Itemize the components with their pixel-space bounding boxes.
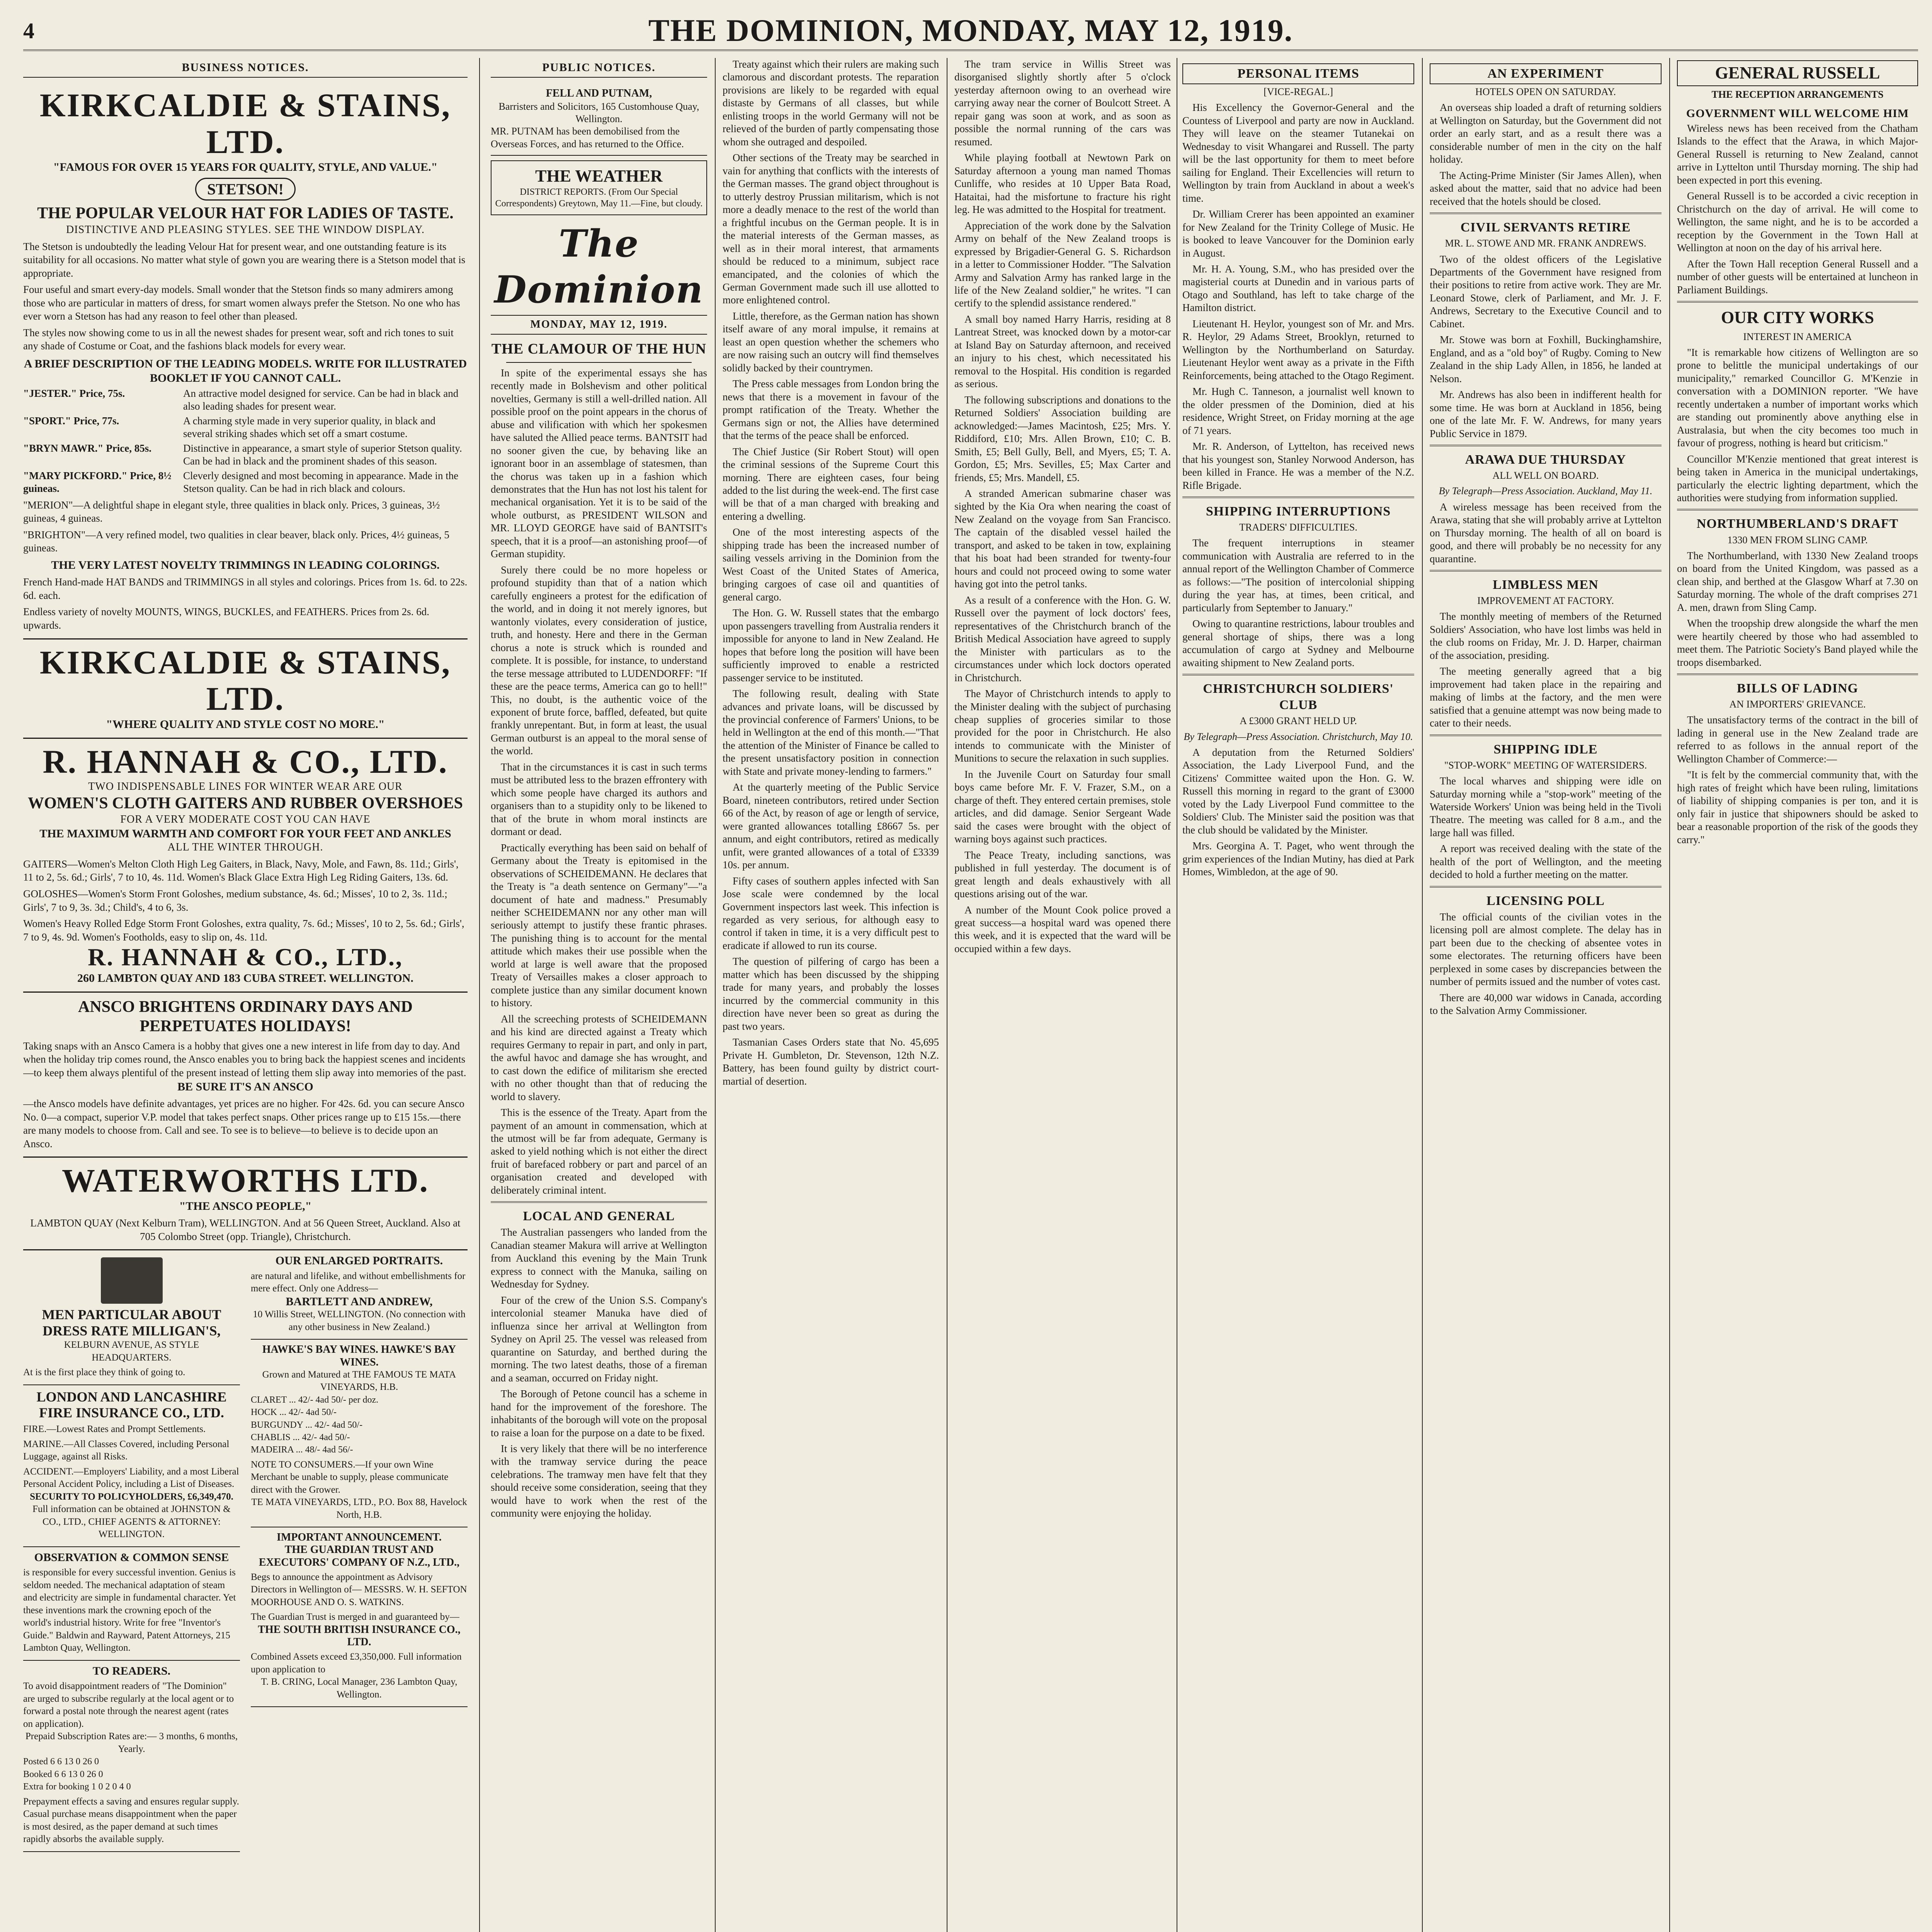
ad-sub: KELBURN AVENUE, AS STYLE HEADQUARTERS.: [64, 1340, 199, 1363]
news-paragraph: A wireless message has been received from the Arawa, stating that she will probably arrive at Lyttelton on Thursday morning. The health of all on board is good, and there will probably be no necessity for any quarantine.: [1430, 501, 1662, 565]
section-subtitle: "STOP-WORK" MEETING OF WATERSIDERS.: [1444, 759, 1647, 771]
model-row: [23, 387, 468, 413]
ad-sub: THE MAXIMUM WARMTH AND COMFORT FOR YOUR FEET AND ANKLES: [39, 827, 451, 840]
news-paragraph: At the quarterly meeting of the Public Service Board, nineteen contributors, retired under Section 66 of the Act, by reason of age or length of service, were granted allowances totalling £8667 5s. per annum, and eight contributors, retired as medically unfit, were granted allowances of a total of £3339 10s. per annum.: [723, 781, 939, 871]
column-rule: [1422, 58, 1423, 1932]
readers-notice: [23, 1661, 240, 1852]
ad-text: Begs to announce the appointment as Advisory Directors in Wellington of— MESSRS. W. H. SEFTON MOORHOUSE AND O. S. WATKINS.: [251, 1571, 467, 1607]
ad-title: LONDON AND LANCASHIRE FIRE INSURANCE CO., LTD.: [36, 1389, 227, 1421]
divider: [506, 362, 692, 363]
general-russell-title: GENERAL RUSSELL: [1677, 60, 1918, 86]
divider: [1430, 735, 1662, 736]
news-paragraph: Fifty cases of southern apples infected with San Jose scale were condemned by the local Government inspectors last week. This infection is regarded as very serious, for although easy to control if taken in time, it is a very difficult pest to eradicate if allowed to run its course.: [723, 875, 939, 951]
ad-heading: ANSCO BRIGHTENS ORDINARY DAYS AND PERPETUATES HOLIDAYS!: [78, 998, 413, 1036]
column-rule: [715, 58, 716, 1932]
small-ads-left: [23, 1250, 240, 1852]
news-paragraph: "It is felt by the commercial community that, with the high rates of freight which have been ruling, limitations of liability of shipping companies is per ton, and it is only fair in justice that shipowners should be asked to bear a reasonable proportion of the risk of the goods they carry.": [1677, 769, 1918, 845]
ad-line: GAITERS—Women's Melton Cloth High Leg Gaiters, in Black, Navy, Mole, and Fawn, 8s. 11d.; Girls', 11 to 2, 5s. 6d.; Girls', 7 to 10, 4s. 11d. Women's Black Glace Extra High Leg Riding Gaiters, 13s. 6d.: [23, 858, 459, 883]
ad-title: HAWKE'S BAY WINES. HAWKE'S BAY WINES.: [262, 1344, 456, 1368]
ad-paragraph: Taking snaps with an Ansco Camera is a hobby that gives one a new interest in life from day to day. And when the holiday trip comes round, the Ansco enables you to bring back the happiest scenes and incidents—to keep them always plentiful of the present instead of letting them slip away into memories of the past.: [23, 1040, 466, 1078]
ad-text: Prepaid Subscription Rates are:— 3 months, 6 months, Yearly.: [25, 1731, 238, 1754]
model-name: "MARY PICKFORD." Price, 8½ guineas.: [23, 469, 172, 495]
news-paragraph: In the Juvenile Court on Saturday four small boys came before Mr. F. V. Frazer, S.M., on a charge of theft. They entered certain premises, stole articles, and did damage. Senior Sergeant Wade said the cases were brought with the object of warning boys against such practices.: [954, 768, 1171, 845]
weather-box: [491, 160, 707, 215]
masthead-title: THE DOMINION, MONDAY, MAY 12, 1919.: [648, 13, 1293, 48]
ad-text: FIRE.—Lowest Rates and Prompt Settlements.: [23, 1424, 206, 1435]
news-paragraph: His Excellency the Governor-General and the Countess of Liverpool and party are now in Auckland. They will leave on the steamer Tutanekai on Wednesday to visit Whangarei and Russell. The party will be the last opportunity for them to meet before sailing for England. Their Excellencies will return to Wellington by train from Auckland in about a week's time.: [1182, 102, 1414, 204]
section-subtitle: MR. L. STOWE AND MR. FRANK ANDREWS.: [1445, 238, 1646, 249]
ad-address: LAMBTON QUAY (Next Kelburn Tram), WELLINGTON. And at 56 Queen Street, Auckland. Also at 705 Colombo Street (opp. Triangle), Christchurch.: [30, 1217, 461, 1242]
rate-row: Posted 6 6 13 0 26 0: [23, 1757, 99, 1767]
section-subtitle: ALL WELL ON BOARD.: [1492, 470, 1599, 481]
news-column-7: [1677, 58, 1918, 1932]
news-paragraph: The monthly meeting of members of the Returned Soldiers' Association, who have lost limbs was held in the club rooms on Friday, Mr. J. D. Harper, chairman of the association, presiding.: [1430, 611, 1662, 661]
ad-text: TE MATA VINEYARDS, LTD., P.O. Box 88, Havelock North, H.B.: [251, 1497, 467, 1520]
rate-row: Booked 6 6 13 0 26 0: [23, 1769, 103, 1779]
divider: [1677, 509, 1918, 510]
byline: By Telegraph—Press Association. Christchurch, May 10.: [1184, 731, 1413, 742]
city-works-title: OUR CITY WORKS: [1721, 308, 1874, 327]
ad-line: French Hand-made HAT BANDS and TRIMMINGS in all styles and colorings. Prices from 1s. 6d. to 22s. 6d. each.: [23, 576, 468, 601]
news-paragraph: A stranded American submarine chaser was sighted by the Kia Ora when nearing the coast of New Zealand on the voyage from San Francisco. The captain of the disabled vessel hailed the transport, and asked to be taken in tow, explaining that his boat had been stranded for twenty-four hours and could not proceed owing to some water having got into the petrol tanks.: [954, 488, 1171, 590]
ad-text: Full information can be obtained at JOHNSTON & CO., LTD., CHIEF AGENTS & ATTORNEY: WELLINGTON.: [32, 1504, 231, 1540]
ad-paragraph: —the Ansco models have definite advantages, yet prices are no higher. For 42s. 6d. you can secure Ansco No. 0—a compact, superior V.P. model that takes perfect snaps. Other prices range up to £15 15s.—there are many models to choose from. Call and see. To see is to believe—to believe is to decide upon an Ansco.: [23, 1098, 464, 1150]
news-paragraph: Tasmanian Cases Orders state that No. 45,695 Private H. Gumbleton, Dr. Stevenson, 12th N.Z. Battery, has been found guilty by district court-martial of desertion.: [723, 1036, 939, 1087]
observation-ad: [23, 1547, 240, 1661]
model-name: "BRYN MAWR." Price, 85s.: [23, 442, 151, 454]
small-ads-right: [251, 1250, 468, 1852]
news-paragraph: The tram service in Willis Street was disorganised slightly shortly after 5 o'clock yesterday afternoon owing to an overhead wire carrying away near the corner of Boulcott Street. A repair gang was soon at work, and as soon as possible the normal running of the cars was resumed.: [954, 58, 1171, 148]
ad-sub: ALL THE WINTER THROUGH.: [167, 841, 323, 854]
news-paragraph: Mr. Andrews has also been in indifferent health for some time. He was born at Auckland in 1856, being one of the late Mr. F. W. Andrews, for many years Public Service in 1879.: [1430, 389, 1662, 439]
ad-sub: TWO INDISPENSABLE LINES FOR WINTER WEAR ARE OUR: [88, 780, 403, 793]
notice-text: MR. PUTNAM has been demobilised from the Overseas Forces, and has returned to the Office.: [491, 126, 684, 150]
news-paragraph: One of the most interesting aspects of the shipping trade has been the increased number of sailing vessels arriving in the Dominion from the West Coast of the United States of America, bringing cargoes of case oil and quantities of general cargo.: [723, 526, 939, 603]
stetson-banner: STETSON!: [195, 178, 296, 201]
arawa-title: ARAWA DUE THURSDAY: [1465, 452, 1626, 467]
wine-row: CLARET ... 42/- 4ad 50/- per doz.: [251, 1395, 379, 1405]
column-rule: [1669, 58, 1670, 1932]
divider: [1182, 674, 1414, 675]
news-paragraph: The Borough of Petone council has a scheme in hand for the improvement of the foreshore. The inhabitants of the borough will vote on the proposal to raise a loan for the purpose on a date to be fixed.: [491, 1388, 707, 1439]
ad-text: 10 Willis Street, WELLINGTON. (No connection with any other business in New Zealand.): [253, 1309, 466, 1332]
column-rule: [479, 58, 480, 1932]
news-paragraph: Other sections of the Treaty may be searched in vain for anything that conflicts with the interests of the German masses. The grand object throughout is to utterly destroy Prussian militarism, which is not more a deadly menace to the rest of the world than a frightful incubus on the German people. It is in the material interests of the German masses, as well as in their moral interest, that armaments should be reduced to a minimum, subject race emancipated, and the colonies of which the German Government made such ill use allotted to more enlightened control.: [723, 152, 939, 306]
ad-sub: FOR A VERY MODERATE COST YOU CAN HAVE: [120, 813, 371, 825]
news-paragraph: Mr. Hugh C. Tanneson, a journalist well known to the older pressmen of the Dominion, died at his residence, Wright Street, on Friday morning at the age of 71 years.: [1182, 386, 1414, 436]
news-paragraph: It is very likely that there will be no interference with the tramway service during the peace celebrations. The tramway men have felt that they should receive some consideration, seeing that they would have to work when the rest of the community were enjoying the holiday.: [491, 1442, 707, 1519]
weather-title: THE WEATHER: [535, 166, 663, 185]
ad-title: KIRKCALDIE & STAINS, LTD.: [39, 643, 451, 718]
weather-text: DISTRICT REPORTS. (From Our Special Correspondents) Greytown, May 11.—Fine, but cloudy.: [495, 187, 703, 209]
kirkcaldie-ad: [23, 82, 468, 639]
news-paragraph: Mrs. Georgina A. T. Paget, who went through the grim experiences of the Indian Mutiny, has died at Park Homes, Wimbledon, at the age of 90.: [1182, 840, 1414, 878]
ad-text: ACCIDENT.—Employers' Liability, and a most Liberal Personal Accident Policy, including a List of Diseases.: [23, 1466, 239, 1490]
wine-row: MADEIRA ... 48/- 4ad 56/-: [251, 1445, 353, 1455]
ad-text: To avoid disappointment readers of "The Dominion" are urged to subscribe regularly at the local agent or to forward a postal note through the nearest agent (rates on application).: [23, 1681, 234, 1729]
wine-price-table: [251, 1394, 468, 1456]
soldiers-club-title: CHRISTCHURCH SOLDIERS' CLUB: [1203, 682, 1394, 713]
news-paragraph: Lieutenant H. Heylor, youngest son of Mr. and Mrs. R. Heylor, 29 Adams Street, Brooklyn, returned to Wellington by the Northumberland on Saturday. Lieutenant Heylor went away as a private in the Fifth Reinforcements, being attached to the Otago Regiment.: [1182, 318, 1414, 381]
ad-sub: Grown and Matured at THE FAMOUS TE MATA VINEYARDS, H.B.: [262, 1369, 456, 1393]
section-subtitle: THE RECEPTION ARRANGEMENTS: [1711, 88, 1884, 100]
ad-address: 260 LAMBTON QUAY AND 183 CUBA STREET. WELLINGTON.: [77, 971, 413, 985]
leader-paragraph: This is the essence of the Treaty. Apart from the payment of an amount in commensation, which at the utmost will be far from adequate, Germany is asked to yield nothing which is not either the direct fruit of barefaced robbery or part and parcel of an organisation created and developed with deliberately criminal intent.: [491, 1107, 707, 1196]
divider: [1677, 301, 1918, 303]
news-paragraph: Four of the crew of the Union S.S. Company's intercolonial steamer Manuka have died of influenza since her arrival at Wellington from Sydney on April 25. The vessel was released from quarantine on Saturday, and berthed during the morning. The two latest deaths, those of a fireman and a seaman, occurred on Friday night.: [491, 1294, 707, 1384]
hawkes-bay-wines-ad: [251, 1340, 468, 1527]
bills-of-lading-title: BILLS OF LADING: [1736, 681, 1859, 696]
section-subtitle: GOVERNMENT WILL WELCOME HIM: [1686, 107, 1909, 120]
ad-title: R. HANNAH & CO., LTD.,: [88, 943, 403, 971]
news-paragraph: The Chief Justice (Sir Robert Stout) will open the criminal sessions of the Supreme Court this morning. There are eighteen cases, four being added to the list during the week-end. The first case will be that of a man charged with breaking and entering a dwelling.: [723, 446, 939, 522]
byline: By Telegraph—Press Association. Auckland, May 11.: [1439, 485, 1653, 497]
ad-tagline: "FAMOUS FOR OVER 15 YEARS FOR QUALITY, STYLE, AND VALUE.": [53, 161, 438, 174]
ad-text: The Guardian Trust is merged in and guaranteed by—: [251, 1612, 459, 1622]
news-paragraph: The Hon. G. W. Russell states that the embargo upon passengers travelling from Australia renders it impossible for anyone to land in New Zealand. He hopes that before long the position will have been sufficiently improved to enable a restricted passenger service to be instituted.: [723, 607, 939, 684]
ansco-ad: [23, 993, 468, 1158]
news-paragraph: The meeting generally agreed that a big improvement had taken place in the repairing and making of limbs at the factory, and the men were satisfied that a genuine attempt was now being made to cater to their needs.: [1430, 665, 1662, 729]
ad-paragraph: The styles now showing come to us in all the newest shades for present wear, soft and rich tones to suit any shade of Costume or Coat, and the fashions black models for every wear.: [23, 327, 454, 352]
news-paragraph: The following result, dealing with State advances and private loans, will be discussed by the provincial conference of Farmers' Unions, to be held in Wellington at the end of this month.—"That the attention of the Minister of Finance be called to the present unsatisfactory position in connection with State and private money-lending to farmers.": [723, 688, 939, 777]
wine-row: HOCK ... 42/- 4ad 50/-: [251, 1407, 337, 1418]
divider: [1430, 570, 1662, 571]
news-paragraph: A number of the Mount Cook police proved a great success—a hospital ward was opened there this week, and it is expected that the ward will be occupied within a few days.: [954, 904, 1171, 954]
model-desc: An attractive model designed for service. Can be had in black and also leading shades for present wear.: [183, 387, 459, 412]
small-ads-grid: [23, 1250, 468, 1852]
divider: [1677, 673, 1918, 675]
ad-line: "BRIGHTON"—A very refined model, two qualities in clear beaver, black only. Prices, 4½ guineas, 5 guineas.: [23, 529, 449, 554]
personal-items-title: PERSONAL ITEMS: [1182, 63, 1414, 84]
news-paragraph: General Russell is to be accorded a civic reception in Christchurch on the day of arrival. He will come to Wellington, the same night, and he is to be accorded a reception by the Government in the Town Hall at Wellington at noon on the day of his arrival here.: [1677, 190, 1918, 254]
ad-title: R. HANNAH & CO., LTD.: [43, 743, 448, 781]
experiment-title: AN EXPERIMENT: [1430, 63, 1662, 84]
dominion-logo: The Dominion: [494, 221, 704, 311]
news-column-3: [723, 58, 939, 1932]
kirkcaldie-ad-2: [23, 639, 468, 739]
wine-row: CHABLIS ... 42/- 4ad 50/-: [251, 1432, 350, 1442]
masthead: [23, 11, 1918, 51]
news-paragraph: Little, therefore, as the German nation has shown itself aware of any moral impulse, it remains at least an open question whether the schemers who are now raising such an outcry will find themselves solidly backed by their countrymen.: [723, 310, 939, 374]
news-paragraph: Mr. R. Anderson, of Lyttelton, has received news that his youngest son, Stanley Norwood Anderson, has been killed in France. He was a member of the N.Z. Rifle Brigade.: [1182, 440, 1414, 491]
news-paragraph: After the Town Hall reception General Russell and a number of other guests will be entertained at luncheon in Parliament Buildings.: [1677, 258, 1918, 296]
model-row: [23, 415, 468, 440]
ad-text: At is the first place they think of going to.: [23, 1367, 185, 1378]
news-paragraph: The Mayor of Christchurch intends to apply to the Minister dealing with the subject of purchasing cheap supplies of groceries similar to those provided for the poor in Christchurch. He also intends to communicate with the Minister of Munitions to secure the relaxation in such supplies.: [954, 688, 1171, 764]
section-subtitle: HOTELS OPEN ON SATURDAY.: [1475, 86, 1616, 98]
page-number: 4: [23, 18, 34, 43]
shipping-idle-title: SHIPPING IDLE: [1493, 742, 1598, 757]
northumberland-title: NORTHUMBERLAND'S DRAFT: [1696, 517, 1899, 531]
model-name: "JESTER." Price, 75s.: [23, 387, 125, 399]
news-paragraph: There are 40,000 war widows in Canada, according to the Salvation Army Commissioner.: [1430, 992, 1662, 1017]
ad-line: GOLOSHES—Women's Storm Front Goloshes, medium substance, 4s. 6d.; Misses', 10 to 2, 3s. 11d.; Girls', 7 to 9, 3s. 3d.; Child's, 4 to 6, 3s.: [23, 888, 447, 913]
ad-title: KIRKCALDIE & STAINS, LTD.: [39, 87, 451, 160]
ad-line: Endless variety of novelty MOUNTS, WINGS, BUCKLES, and FEATHERS. Prices from 2s. 6d. upwards.: [23, 606, 429, 631]
ad-title: OUR ENLARGED PORTRAITS.: [275, 1254, 443, 1267]
news-paragraph: Owing to quarantine restrictions, labour troubles and general shortage of ships, there was a long accumulation of cargo at Sydney and Melbourne awaiting shipment to New Zealand ports.: [1182, 618, 1414, 668]
news-paragraph: The Australian passengers who landed from the Canadian steamer Makura will arrive at Wellington from Auckland this evening by the Main Trunk express to connect with the Manuka, sailing on Wednesday for Sydney.: [491, 1226, 707, 1290]
public-notices-header: PUBLIC NOTICES.: [491, 58, 707, 78]
ad-paragraph: Four useful and smart every-day models. Small wonder that the Stetson finds so many admirers among those who are particular in matters of dress, for smart women always prefer the Stetson. No one who has ever worn a Stetson has had any reason to feel other than pleased.: [23, 284, 460, 322]
news-paragraph: Dr. William Crerer has been appointed an examiner for New Zealand for the Trinity College of Music. He is booked to leave Vancouver for the Dominion early in August.: [1182, 208, 1414, 259]
news-paragraph: A report was received dealing with the state of the health of the port of Wellington, and the meeting decided to hold a further meeting on the matter.: [1430, 843, 1662, 881]
ad-title: THE GUARDIAN TRUST AND EXECUTORS' COMPANY OF N.Z., LTD.,: [259, 1544, 460, 1568]
leader-paragraph: Surely there could be no more hopeless or profound stupidity than that of a nation which carefully engineers a protest for the edification of the world, and in doing it not merely ignores, but wantonly violates, every consideration of justice, truth, and honesty. Here and there in the German chorus a note is struck which is rounded and complete. It is possible, for instance, to understand the terse message attributed to LUDENDORFF: "If these are the peace terms, America can go to hell!" This, no doubt, is the authentic voice of the exponent of brute force, baffled, defeated, but quite frankly unrepentant. But, in form at least, the usual German outburst is an appeal to the moral sense of the world.: [491, 564, 707, 757]
ad-text: MARINE.—All Classes Covered, including Personal Luggage, against all Risks.: [23, 1439, 230, 1462]
news-paragraph: When the troopship drew alongside the wharf the men were heartily cheered by those who had assembled to meet them. The Patriotic Society's Band played while the troops disembarked.: [1677, 617, 1918, 668]
news-paragraph: The Peace Treaty, including sanctions, was published in full yesterday. The document is of great length and deals exhaustively with all questions arising out of the war.: [954, 849, 1171, 900]
ad-text: T. B. CRING, Local Manager, 236 Lambton Quay, Wellington.: [261, 1677, 457, 1700]
divider: [1182, 497, 1414, 498]
ad-tagline: "THE ANSCO PEOPLE,": [179, 1199, 312, 1213]
news-paragraph: A small boy named Harry Harris, residing at 8 Lantreat Street, was knocked down by a motor-car at Island Bay on Saturday afternoon, and received an injury to his chest, which necessitated his removal to the Hospital. His condition is regarded as serious.: [954, 313, 1171, 390]
leader-paragraph: All the screeching protests of SCHEIDEMANN and his kind are directed against a Treaty which requires Germany to repair in part, and only in part, the awful havoc and damage she has wrought, and to cast down the edifice of militarism she erected with no other thought than that of reducing the world to slavery.: [491, 1013, 707, 1102]
section-subtitle: INTEREST IN AMERICA: [1743, 331, 1852, 342]
ad-heading: THE POPULAR VELOUR HAT FOR LADIES OF TASTE.: [37, 204, 454, 223]
public-notices-column: [491, 58, 707, 1932]
ad-heading: WOMEN'S CLOTH GAITERS AND RUBBER OVERSHOES: [27, 794, 463, 812]
news-paragraph: Wireless news has been received from the Chatham Islands to the effect that the Arawa, in which Major-General Russell is returning to New Zealand, cannot arrive in Lyttelton until Thursday morning. The ship had been expected in port this evening.: [1677, 122, 1918, 186]
divider: [1430, 445, 1662, 446]
london-lancashire-ad: [23, 1385, 240, 1547]
section-subtitle: IMPROVEMENT AT FACTORY.: [1477, 595, 1614, 607]
portraits-ad: [251, 1250, 468, 1340]
guardian-trust-ad: [251, 1527, 468, 1707]
notice-sub: Barristers and Solicitors, 165 Customhouse Quay, Wellington.: [498, 100, 699, 125]
model-desc: Distinctive in appearance, a smart style of superior Stetson quality. Can be had in black and the prominent shades of this season.: [183, 442, 462, 467]
model-desc: Cleverly designed and most becoming in appearance. Made in the Stetson quality. Can be had in rich black and colours.: [183, 469, 459, 495]
licensing-poll-title: LICENSING POLL: [1486, 893, 1605, 908]
news-paragraph: Treaty against which their rulers are making such clamorous and discordant protests. The reparation provisions are likely to be regarded with equal distaste by Germans of all classes, but while enlisting troops in the world Germany will not be relieved of the burden of partly compensating those whom she outraged and despoiled.: [723, 58, 939, 148]
news-paragraph: Appreciation of the work done by the Salvation Army on behalf of the New Zealand troops is expressed by Brigadier-General G. S. Richardson in a letter to Commissioner Hodder. "The Salvation Army and Salvation Army has ranked large in the life of the New Zealand soldier," he writes. "I can certify to the splendid assistance rendered.": [954, 219, 1171, 309]
milligan-ad: [23, 1250, 240, 1385]
ad-title: BARTLETT AND ANDREW,: [286, 1295, 433, 1308]
ad-subheading: DISTINCTIVE AND PLEASING STYLES. SEE THE WINDOW DISPLAY.: [66, 223, 425, 236]
news-paragraph: The Acting-Prime Minister (Sir James Allen), when asked about the matter, said that no advice had been received that the hotels should be closed.: [1430, 169, 1662, 207]
issue-date: MONDAY, MAY 12, 1919.: [491, 315, 707, 335]
news-paragraph: The unsatisfactory terms of the contract in the bill of lading in general use in the New Zealand trade are referred to as follows in the annual report of the Wellington Chamber of Commerce:—: [1677, 714, 1918, 765]
vice-regal-label: [VICE-REGAL.]: [1264, 86, 1333, 98]
waterworths-ad: [23, 1158, 468, 1250]
ad-title: IMPORTANT ANNOUNCEMENT.: [277, 1531, 442, 1544]
leader-paragraph: Practically everything has been said on behalf of Germany about the Treaty is epitomised in the observations of SCHEIDEMANN. He declares that the Treaty is "a death sentence on Germany"—"a document of hate and madness." Presumably neither SCHEIDEMANN nor any other man will seriously attempt to justify these frantic phrases. The punishing thing is to account for the mental attitude which makes their use possible when the world at large is well aware that the proposed Treaty of Versailles makes a closer approach to complete justice than any similar document known to history.: [491, 842, 707, 1009]
ad-text: NOTE TO CONSUMERS.—If your own Wine Merchant be unable to supply, please communicate direct with the Grower.: [251, 1459, 449, 1495]
civil-servants-title: CIVIL SERVANTS RETIRE: [1460, 220, 1631, 235]
fell-putnam-notice: [491, 82, 707, 156]
wine-row: BURGUNDY ... 42/- 4ad 50/-: [251, 1420, 363, 1430]
news-paragraph: The Press cable messages from London bring the news that there is a movement in favour of the prompt ratification of the Treaty. Whether the Germans sign or not, the Allies have determined that the terms of the peace shall be enforced.: [723, 378, 939, 442]
news-paragraph: An overseas ship loaded a draft of returning soldiers at Wellington on Saturday, but the Government did not order an early start, and as a result there was a considerable number of men in the city on the half holiday.: [1430, 102, 1662, 165]
news-paragraph: The official counts of the civilian votes in the licensing poll are almost complete. The delay has in part been due to the checking of absentee votes in some electorates. The returning officers have been perplexed in some cases by discrepancies between the number of permits issued and the number of votes cast.: [1430, 911, 1662, 988]
ad-text: SECURITY TO POLICYHOLDERS, £6,349,470.: [30, 1491, 233, 1502]
news-paragraph: Mr. Stowe was born at Foxhill, Buckinghamshire, England, and as a "old boy" of Rugby. Coming to New Zealand in the ship Lady Allen, in 1856, he landed at Nelson.: [1430, 334, 1662, 384]
news-paragraph: Two of the oldest officers of the Legislative Departments of the Government have resigned from their positions to retire from active work. They are Mr. Leonard Stowe, clerk of Parliament, and Mr. J. F. Andrews, Secretary to the Executive Council and to Cabinet.: [1430, 253, 1662, 330]
news-paragraph: A deputation from the Returned Soldiers' Association, the Lady Liverpool Fund, and the Citizens' Committee waited upon the Hon. G. W. Russell this morning in regard to the grant of £3000 voted by the Lady Liverpool Fund committee to the Soldiers' Club. The Minister said the position was that the club should be validated by the Minister.: [1182, 746, 1414, 836]
hannah-ad: [23, 739, 468, 993]
limbless-men-title: LIMBLESS MEN: [1493, 578, 1599, 592]
model-name: "SPORT." Price, 77s.: [23, 415, 119, 427]
rate-row: Extra for booking 1 0 2 0 4 0: [23, 1782, 131, 1792]
business-notices-header: BUSINESS NOTICES.: [23, 58, 468, 78]
divider: [491, 1201, 707, 1203]
local-general-title: LOCAL AND GENERAL: [523, 1209, 675, 1224]
model-row: [23, 469, 468, 495]
shipping-interruptions-title: SHIPPING INTERRUPTIONS: [1206, 504, 1391, 519]
ad-text: Prepayment effects a saving and ensures regular supply. Casual purchase means disappointment when the paper is most desired, as the paper demand at such times rapidly absorbs the available supply.: [23, 1796, 239, 1845]
model-desc: A charming style made in very superior quality, in black and several striking shades which set off a smart costume.: [183, 415, 435, 440]
model-row: [23, 442, 468, 468]
ad-title: OBSERVATION & COMMON SENSE: [34, 1551, 229, 1564]
ad-title: MEN PARTICULAR ABOUT DRESS RATE MILLIGAN'S,: [42, 1307, 221, 1338]
ad-text: are natural and lifelike, and without embellishments for mere effect. Only one Address—: [251, 1270, 466, 1294]
ad-tagline: "WHERE QUALITY AND STYLE COST NO MORE.": [106, 718, 385, 731]
news-column-4: [954, 58, 1171, 1932]
news-paragraph: The Northumberland, with 1330 New Zealand troops on board from the United Kingdom, was passed as a clean ship, and berthed at the Glasgow Wharf at 7.30 on Saturday morning. The whole of the draft comprises 271 A. men, drawn from Sling Camp.: [1677, 549, 1918, 613]
section-subtitle: A £3000 GRANT HELD UP.: [1240, 715, 1357, 727]
divider: [1430, 886, 1662, 888]
business-notices-column: [23, 58, 468, 1932]
news-paragraph: The frequent interruptions in steamer communication with Australia are referred to in the annual report of the Wellington Chamber of Commerce as follows:—"The position of intercolonial shipping during the year has, at times, been critical, and particularly from September to January.": [1182, 537, 1414, 614]
ad-title: TO READERS.: [92, 1664, 171, 1677]
section-subtitle: AN IMPORTERS' GRIEVANCE.: [1729, 699, 1866, 710]
ad-line: THE VERY LATEST NOVELTY TRIMMINGS IN LEADING COLORINGS.: [51, 558, 440, 571]
ad-text: Combined Assets exceed £3,350,000. Full information upon application to: [251, 1651, 462, 1675]
ad-title: WATERWORTHS LTD.: [62, 1162, 429, 1199]
notice-title: FELL AND PUTNAM,: [546, 87, 652, 100]
news-column-5: [1182, 58, 1414, 1932]
ad-line: "MERION"—A delightful shape in elegant style, three qualities in black only. Prices, 3 guineas, 3½ guineas, 4 guineas.: [23, 499, 440, 524]
ad-title: THE SOUTH BRITISH INSURANCE CO., LTD.: [258, 1623, 461, 1648]
ad-brief: A BRIEF DESCRIPTION OF THE LEADING MODELS. WRITE FOR ILLUSTRATED BOOKLET IF YOU CANNOT CALL.: [24, 357, 467, 385]
section-subtitle: TRADERS' DIFFICULTIES.: [1239, 522, 1357, 533]
figures-illustration-icon: [101, 1257, 163, 1304]
news-paragraph: Councillor M'Kenzie mentioned that great interest is being taken in America in the municipal undertakings, particularly the electric lighting department, which the authorities were studying from information supplied.: [1677, 453, 1918, 503]
news-paragraph: While playing football at Newtown Park on Saturday afternoon a young man named Thomas Cunliffe, who resides at 10 Upper Bata Road, Hataitai, had the misfortune to fracture his right leg. He was admitted to the Hospital for treatment.: [954, 152, 1171, 216]
rates-table: [23, 1755, 240, 1793]
news-paragraph: The question of pilfering of cargo has been a matter which has been discussed by the shipping trade for many years, and probably the losses incurred by the commercial community in this direction have never been so great as during the past two years.: [723, 956, 939, 1032]
news-paragraph: Mr. H. A. Young, S.M., who has presided over the magisterial courts at Dunedin and in various parts of Otago and Southland, has left to take charge of the Hamilton district.: [1182, 263, 1414, 314]
section-subtitle: 1330 MEN FROM SLING CAMP.: [1727, 534, 1868, 546]
ad-sub: BE SURE IT'S AN ANSCO: [177, 1080, 313, 1093]
news-paragraph: As a result of a conference with the Hon. G. W. Russell over the payment of lock doctors' fees, representatives of the Christchurch branch of the British Medical Association have agreed to supply the Minister with particulars as to the circumstances under which lock doctors operated in Christchurch.: [954, 594, 1171, 684]
news-paragraph: The following subscriptions and donations to the Returned Soldiers' Association building are acknowledged:—James Macintosh, £25; Mrs. Y. Riddiford, £10; Mrs. Allen Brown, £10; C. B. Smith, £5; Bell Gully, Bell, and Myers, £5; T. A. Gordon, £5; Mrs. Sevilles, £5; Max Carter and friends, £5; Mrs. Mandell, £5.: [954, 394, 1171, 483]
leader-paragraph: In spite of the experimental essays she has recently made in Bolshevism and other political novelties, Germany is still a well-drilled nation. All possible proof on the point appears in the chorus of abuse and vilification with which her spokesmen have saluted the Allied peace terms. BANTSIT had no sooner given the cue, by behaving like an ignorant boor in an assemblage of statesmen, than the chorus was taken up in a fashion which demonstrates that the Hun has not lost his talent for mechanical organisation. Yet it is to be said of the whole outburst, as PRESIDENT WILSON and MR. LLOYD GEORGE have said of BANTSIT's speech, that it is a proof—an astonishing proof—of German stupidity.: [491, 367, 707, 560]
ad-line: Women's Heavy Rolled Edge Storm Front Goloshes, extra quality, 7s. 6d.; Misses', 10 to 2, 5s. 6d.; Girls', 7 to 9, 4s. 9d. Women's Footholds, easy to slip on, 4s. 11d.: [23, 918, 464, 943]
news-paragraph: The local wharves and shipping were idle on Saturday morning while a "stop-work" meeting of the Waterside Workers' Union was being held in the Tivoli Theatre. The meeting was called for 8 a.m., and the large hall was filled.: [1430, 775, 1662, 838]
leader-title: THE CLAMOUR OF THE HUN: [491, 340, 707, 357]
leader-paragraph: That in the circumstances it is cast in such terms must be attributed less to the brazen effrontery with which some people have charged its authors and organisers than to a stupidity only to be likened to that of the brute in whom moral instincts are dormant or dead.: [491, 761, 707, 838]
divider: [1430, 213, 1662, 214]
ad-text: is responsible for every successful invention. Genius is seldom needed. The mechanical adaptation of steam and electricity are simple in fundamental character. Yet these inventions mark the crowning epoch of the world's industrial history. Write for free "Inventor's Guide." Baldwin and Rayward, Patent Attorneys, 215 Lambton Quay, Wellington.: [23, 1567, 236, 1653]
news-paragraph: "It is remarkable how citizens of Wellington are so prone to belittle the municipal undertakings of our municipality," remarked Councillor G. M'Kenzie in conversation with a DOMINION reporter. "We have recently undertaken a number of important works which are standing out prominently above anything else in Australasia, but when the city becomes too much in favour of progress, nothing is heard but criticism.": [1677, 346, 1918, 449]
news-column-6: [1430, 58, 1662, 1932]
ad-paragraph: The Stetson is undoubtedly the leading Velour Hat for present wear, and one outstanding feature is its suitability for all occasions. No matter what style of gown you are wearing there is a Stetson model that is appropriate.: [23, 240, 466, 279]
